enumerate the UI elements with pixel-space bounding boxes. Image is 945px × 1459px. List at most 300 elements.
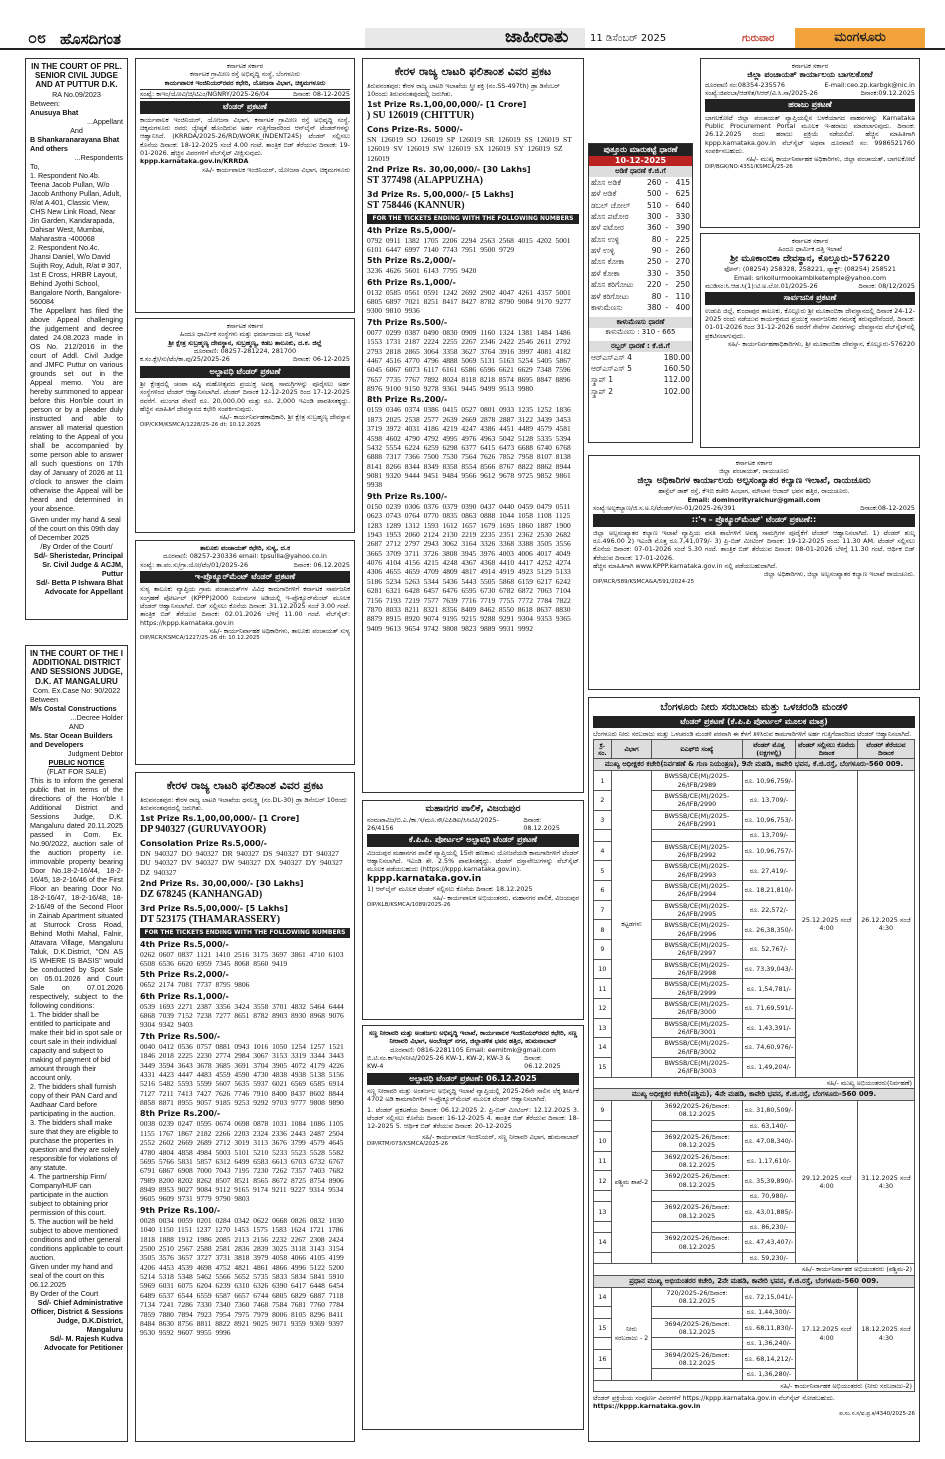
gov-label: ಕರ್ನಾಟಕ ಸರ್ಕಾರ [226, 322, 264, 330]
sign-cell: ಸಹಿ/- ಕಾರ್ಯನಿರ್ವಾಹಕ ಅಭಿಯಂತರರು (ಪಶ್ಚಿಮ-2) [594, 1264, 915, 1275]
amount-cell: ರೂ. 47,08,340/- [742, 1132, 796, 1152]
amount-cell: ರೂ. 1,17,610/- [742, 1151, 796, 1171]
endings-bar: FOR THE TICKETS ENDING WITH THE FOLLOWING NUMBERS [140, 928, 350, 938]
market-row [589, 268, 692, 279]
respondent-4c-label: 2. Respondent No.4c. [30, 242, 100, 252]
sign-row [594, 1077, 915, 1088]
sl-cell: 12 [594, 999, 612, 1019]
rubber-grade: ಸ್ಕ್ರಾಪ್ 2 [591, 386, 613, 396]
between-label: Between [30, 694, 58, 704]
prize-9-title: 9th Prize Rs.100/- [140, 1205, 221, 1215]
rubber-price: 160.50 [663, 363, 690, 373]
gov-label: ಕರ್ನಾಟಕ ಸರ್ಕಾರ [735, 459, 773, 467]
tender-url[interactable]: ಹೆಚ್ಚಿನ ಮಾಹಿತಿಗಾಗಿ www.KPPP.karnataka.gov.in ನಲ್ಲಿ ಪಡೆಯಬಹುದಾಗಿದೆ. [593, 562, 778, 571]
sign-row [594, 1380, 915, 1391]
price-sep: - [665, 291, 669, 301]
ifb-cell: 3692/2025-26/ದಿನಾಂಕ: 08.12.2025 [652, 1151, 742, 1171]
ifb-cell: BWSSB/CE(M)/2025-26/IFB/3003 [652, 1057, 742, 1077]
sl-cell: 1 [594, 771, 612, 791]
ref-date: ದಿನಾಂಕ: 08.12.2025 [523, 815, 560, 833]
ref-number: ಮುಡಿಸಂ:ಸಿ.ಆಡ.ಸಿ(1):ಟಿ.ಅ.ಲೋ.01/2025-26 [705, 282, 818, 290]
case-number: Com. Ex.Case No: 90/2022 [32, 685, 121, 695]
sign-cell: ಸಹಿ/- ಮುಖ್ಯ ಅಭಿಯಂತರರು(ನಿರ್ವಹಣೆ) [594, 1077, 915, 1088]
tender-url[interactable]: kppp.karnataka.gov.in/KRRDA [140, 157, 249, 166]
ifb-cell: 3692/2025-26/ದಿನಾಂಕ: 08.12.2025 [652, 1233, 742, 1253]
tender-intro: ಬೆಂಗಳೂರು ನೀರು ಸರಬರಾಜು ಮತ್ತು ಒಳಚರಂಡಿ ಮಂಡಳಿ ಪರವಾಗಿ ಈ ಕೆಳಗೆ ತಿಳಿಸಿರುವ ಕಾಮಗಾರಿಗಳಿಗೆ ಅರ್ಹ ಗುತ್ತಿಗೆದಾರರಿಂದ ಟೆಂಡರ್ ಆಹ್ವಾನಿಸಲಾಗಿದೆ. [593, 730, 912, 739]
sullia-tp-tender [135, 540, 355, 765]
consolation-title: Cons Prize-Rs. 5000/- [367, 124, 463, 134]
prize-3-number: DT 523175 (THAMARASSERY) [140, 913, 281, 925]
amount-cell: ರೂ. 1,36,240/- [742, 1338, 796, 1349]
email[interactable]: Email: dominorityraichur@gmail.com [687, 495, 821, 504]
bwssb-tender-table [593, 739, 915, 1392]
prize-8-numbers: 0159 0346 0374 0386 0415 0527 0801 0933 1235 1252 1836 1873 2025 2538 2577 2639 2669 2878 2887 3122 3439 3453 3719 3972 4031 4186 4219 4247 4386 4451 4489 4579 4581 4598 4602 4790 4792 4995 4976 4963 5042 5128 5335 5394 5432 5554 6224 6259 6298 6377 6415 6473 6688 6740 6768 6888 7317 7366 7500 7530 7564 7626 7852 7958 8107 8138 8141 8266 8344 8349 8358 8554 8566 8767 8822 8862 8944 9081 9320 9444 9451 9484 9566 9612 9678 9725 9852 9861 9938 [367, 405, 571, 490]
sl-cell [594, 1338, 612, 1349]
tender-url[interactable]: https://kppp.karnataka.gov.in [593, 1402, 701, 1411]
ifb-cell: BWSSB/CE(M)/2025-26/IFB/2992 [652, 841, 742, 861]
ref-number: ನಂಮಪಾವಿಜ/ಬಿ.ಎ./ಕಾ.ಇ/ಮೂ.ಸೌ/ಎಪಿಡಿಐ/ಸಿಸಿಟಿವಿ/2025-26/4156 [367, 815, 499, 833]
amount-cell: ರೂ. 10,96,759/- [742, 771, 796, 791]
market-row [589, 234, 692, 245]
prize-5-numbers: 0652 2174 7081 7737 8795 9806 [140, 980, 250, 990]
to-label: To, [30, 161, 40, 171]
signature: ಸಹಿ/- ಕಾರ್ಯಪಾಲಕ ಇಂಜಿನಿಯರ್, ಯೋಜನಾ ವಿಭಾಗ, ಚಿಕ್ಕಮಗಳೂರು [202, 165, 350, 174]
dept-name: ಜಿಲ್ಲಾ ಪಂಚಾಯತ್, ರಾಯಚೂರು [719, 467, 789, 476]
issue-date: 11 ಡಿಸೆಂಬರ್ 2025 [590, 33, 667, 44]
price-high: 330 [675, 211, 690, 221]
amount-cell: ರೂ. 10,96,757/- [742, 841, 796, 861]
notice-body: ಉಡುಪಿ ಜಿಲ್ಲೆ, ಕುಂದಾಪುರ ತಾಲೂಕು, ಕೊಲ್ಲೂರು ಶ್ರೀ ಮೂಕಾಂಬಿಕಾ ದೇವಸ್ಥಾನದಲ್ಲಿ ದಿನಾಂಕ 24-12-2025 ರಂದು ನಡೆಯುವ ಕಾರ್ಯಕ್ರಮದ ಪ್ರಯುಕ್ತ ಸಾರ್ವಜನಿಕರ ಗಮನಕ್ಕೆ ತರುವುದೇನೆಂದರೆ, ದಿನಾಂಕ: 01-01-2026 ರಿಂದ 31-12-2026 ರವರೆಗೆ ಸೇವೆಗಳ ವಿವರಗಳನ್ನು ದೇವಸ್ಥಾನದ ವೆಬ್‌ಸೈಟ್‌ನಲ್ಲಿ ಪ್ರಕಟಿಸಲಾಗುವುದು. [705, 306, 915, 340]
commodity-name: ಹಳೆ ಪಟೋರ [591, 223, 624, 233]
open-date-cell: 18.12.2025 ಸಂಜೆ 4:30 [857, 1287, 914, 1380]
puttur-market-rates [588, 143, 693, 443]
last-date: 1) ಆನ್‌ಲೈನ್ ಮೂಲಕ ಟೆಂಡರ್ ಸಲ್ಲಿಸಲು ಕೊನೆಯ ದಿನಾಂಕ: 18.12.2025 [367, 885, 533, 894]
market-row [589, 200, 692, 211]
ifb-cell: BWSSB/CE(M)/2025-26/IFB/2998 [652, 959, 742, 979]
prize-7-numbers: 0077 0299 0387 0490 0830 0909 1160 1324 1381 1484 1486 1553 1731 2187 2224 2255 2267 2346 2422 2546 2611 2792 2793 2818 2865 3064 3358 3627 3764 3916 3997 4081 4182 4467 4516 4770 4796 4888 5069 5131 5163 5254 5405 5867 6045 6067 6073 6117 6161 6586 6596 6621 6629 7348 7596 7657 7735 7767 7892 8024 8118 8218 8574 8695 8847 8896 8976 9100 9150 9278 9361 9445 9499 9513 9980 [367, 327, 571, 394]
gov-label: ಕರ್ನಾಟಕ ಸರ್ಕಾರ [791, 62, 829, 70]
vijayapura-mnc-tender [362, 800, 584, 1020]
sl-cell [594, 830, 612, 841]
gov-label: ಕರ್ನಾಟಕ ಸರ್ಕಾರ [226, 62, 264, 70]
signature-advocate: Sd/- Betta P Ishwara Bhat Advocate for Appellant [36, 577, 123, 596]
price-low: 220 [646, 280, 662, 290]
dept-name: ಹಿಂದೂ ಧಾರ್ಮಿಕ ಸಂಸ್ಥೆಗಳು ಮತ್ತು ಧರ್ಮಾದಾಯ ದತ್ತಿ ಇಲಾಖೆ [179, 330, 311, 339]
ifb-cell: BWSSB/CE(M)/2025-26/IFB/3000 [652, 999, 742, 1019]
amount-cell: ರೂ. 1,36,280/- [742, 1369, 796, 1380]
prize-7-title: 7th Prize Rs.500/- [140, 1031, 221, 1041]
section-row [594, 1275, 915, 1287]
ifb-cell: BWSSB/CE(M)/2025-26/IFB/3001 [652, 1018, 742, 1038]
prize-3-number: ST 758446 (KANNUR) [367, 199, 465, 211]
prize-6-numbers: 0539 1693 2271 2387 3356 3424 3558 3701 4832 5464 6444 6868 7039 7152 7238 7277 8651 8782 8903 8930 8968 9076 9304 9342 9403 [140, 1001, 344, 1030]
page-number: ೦೮ [28, 28, 46, 47]
prize-2-title: 2nd Prize Rs. 30,00,000/- [30 Lakhs] [367, 165, 531, 175]
price-high: 390 [675, 223, 690, 233]
krrda-tender [135, 58, 355, 313]
sl-cell [594, 1307, 612, 1318]
ifb-cell [652, 1252, 742, 1263]
ifb-cell: BWSSB/CE(M)/2025-26/IFB/2990 [652, 791, 742, 811]
amount-cell: ರೂ. 86,230/- [742, 1222, 796, 1233]
office-name: ಕಾರ್ಯಪಾಲಕ ಇಂಜಿನಿಯರ್‌ರವರ ಕಛೇರಿ, ಯೋಜನಾ ವಿಭಾಗ, ಚಿಕ್ಕಮಗಳೂರು [164, 78, 326, 87]
section-title: ಜಾಹೀರಾತು [505, 27, 569, 47]
rubber-price-table [589, 352, 692, 398]
table-row [594, 771, 915, 791]
phone: ದೂರವಾಣಿ: 08257-281224, 281700 [193, 346, 297, 355]
amount-cell: ರೂ. 43,01,885/- [742, 1202, 796, 1222]
table-header-cell: ಕ್ರ. ಸಂ. [594, 739, 612, 759]
ref-number: ಬಿ.ಟಿ.ಸಂ.ಕಾಇಂ/ಸನೀವಿ/2025-26 KW-1, KW-2, KW-3 & KW-4 [367, 1053, 511, 1071]
price-high: 110 [675, 291, 690, 301]
section-row [594, 759, 915, 771]
section-title: ಮುಖ್ಯ ಅಧೀಕ್ಷಕರ ಕಚೇರಿ(ಪಶ್ಚಿಮ), 4ನೇ ಮಹಡಿ, ಕಾವೇರಿ ಭವನ, ಕೆ.ಜಿ.ರಸ್ತೆ, ಬೆಂಗಳೂರು-560 009. [594, 1088, 915, 1100]
table-row [594, 1101, 915, 1121]
sl-cell: 14 [594, 1287, 612, 1307]
table-header-cell: ಟೆಂಡರ್ ಸಲ್ಲಿಸಲು ಕೊನೆಯ ದಿನಾಂಕ [796, 739, 858, 759]
ifb-cell: BWSSB/CE(M)/2025-26/IFB/2989 [652, 771, 742, 791]
price-low: 330 [646, 268, 662, 278]
prize-8-title: 8th Prize Rs.200/- [367, 395, 448, 405]
auction-title: ಹರಾಜು ಪ್ರಕಟಣೆ [705, 99, 915, 111]
office-name: ತಾಲೂಕು ಪಂಚಾಯತ್ ಕಛೇರಿ, ಸುಳ್ಯ, ದ.ಕ [199, 544, 291, 552]
ifb-cell [652, 1191, 742, 1202]
commodity-name: ಹೊಸ ಕೋಕಾ [591, 257, 625, 267]
sl-cell: 11 [594, 979, 612, 999]
condition-1: 1. The bidder shall be entitled to participate and make their bid in spot sale or court sale in their individual capacity and subject to making of payment of bid amount through their account only. [30, 1009, 122, 1082]
amount-cell: ರೂ. 70,980/- [742, 1191, 796, 1202]
signature: ಸಹಿ/- ಮುಖ್ಯ ಕಾರ್ಯನಿರ್ವಾಹಕ ಅಧಿಕಾರಿಗಳು, ಜಿಲ್ಲಾ ಪಂಚಾಯತ್, ಬಾಗಲಕೋಟೆ [746, 155, 915, 164]
market-row [589, 279, 692, 290]
price-low: 260 [646, 177, 662, 187]
prize-5-title: 5th Prize Rs.2,000/- [367, 256, 456, 266]
web-email[interactable]: Email: srikollurmookambiketemple@yahoo.com [733, 273, 887, 282]
amount-cell: ರೂ. 72,15,041/- [742, 1287, 796, 1307]
sl-cell: 8 [594, 920, 612, 940]
sl-cell: 6 [594, 881, 612, 901]
prize-1-title: 1st Prize Rs.1,00,00,000/- [1 Crore] [367, 100, 527, 110]
prize-5-title: 5th Prize Rs.2,000/- [140, 970, 229, 980]
market-row [589, 177, 692, 188]
ref-date: ದಿನಾಂಕ: 06.12.2025 [524, 1053, 561, 1071]
market-row [589, 211, 692, 222]
ifb-cell [652, 1369, 742, 1380]
table-header-row [594, 739, 915, 759]
footer-note: ಟೆಂಡರ್ ಪ್ರಕ್ರಿಯೆಯ ಸಂಪೂರ್ಣ ವಿವರಗಳಿಗೆ https://kppp.karnataka.gov.in ವೆಬ್‌ಸೈಟ್ ನೋಡಬಹುದು. [593, 1394, 835, 1403]
tender-title: ::'ಇ – ಪ್ರೊಕ್ಯೂರ್‌ಮೆಂಟ್' ಟೆಂಡರ್ ಪ್ರಕಟಣೆ:: [593, 514, 915, 526]
dip-ref: DIP/RCR/589/KSMCA&A/591/2024-25 [593, 578, 695, 585]
lottery-draw-info: ತಿರುವನಂತಪುರ: ಕೇರಳ ರಾಜ್ಯ ಲಾಟರಿ ಇಲಾಖೆಯ ಸ್ತ್ರೀ ಶಕ್ತಿ (ನಂ.SS-497th) ಡ್ರಾ ಡಿಸೆಂಬರ್ 10ರಂದು ತಿರುವನಂತಪುರದಲ್ಲಿ ಜರುಗಿತು. [367, 81, 560, 99]
tender-title: ಅಲ್ಪಾವಧಿ ಟೆಂಡರ್ ಪ್ರಕಟಣೆ: 06.12.2025 [367, 1073, 579, 1085]
section-row [594, 1088, 915, 1100]
office-address: ಹಾಸ್ಟೆಲ್ ಡಾಕ್ ರಸ್ತೆ, ಕೆಇಬಿ ಕಚೇರಿ ಹಿಂಭಾಗ, ಮೌಲಾನ ಆಜಾದ್ ಭವನ ಹತ್ತಿರ, ರಾಯಚೂರು. [658, 487, 850, 496]
ifb-cell: 3694/2025-26/ದಿನಾಂಕ: 08.12.2025 [652, 1318, 742, 1338]
table-header-cell: ಟೆಂಡರ್ ಮೊತ್ತ (ಲಕ್ಷಗಳಲ್ಲಿ) [742, 739, 796, 759]
office-name: ಶ್ರೀ ಕ್ಷೇತ್ರ ಸುಬ್ರಹ್ಮಣ್ಯ ದೇವಸ್ಥಾನ, ಸುಬ್ರಹ್ಮಣ್ಯ, ಕಡಬ ತಾಲೂಕು, ದ.ಕ. ಜಿಲ್ಲೆ [168, 338, 322, 347]
amount-cell: ರೂ. 71,69,591/- [742, 999, 796, 1019]
and-label: And [70, 125, 83, 135]
amount-cell: ರೂ. 10,96,753/- [742, 810, 796, 830]
last-date-cell: 25.12.2025 ಸಂಜೆ 4:00 [796, 771, 858, 1077]
amount-cell: ರೂ. 13,709/- [742, 830, 796, 841]
public-notice-title: PUBLIC NOTICE [48, 757, 105, 767]
amount-cell: ರೂ. 68,14,212/- [742, 1349, 796, 1369]
prize-3-title: 3rd Prize Rs.5,00,000/- [5 Lakhs] [140, 903, 288, 913]
sl-cell: 13 [594, 1018, 612, 1038]
appellant-role: ...Appellant [87, 116, 123, 126]
notice-body: The Appellant has filed the above Appeal challenging the judgement and decree dated 24.08.2023 made in OS No. 212/2016 in the court of Addl. Civil Judge and JMFC Puttur on various grounds set out in the Appeal memo. You are hereby summoned to appear before this Hon'ble court in person or by a pleader duly instructed and able to answer all material question relating to the Appeal of you shall be accompanied by some person able to answer all such questions on 17th day of January of 2026 at 11 o'clock to answer the claim otherwise the Appeal will be heard and determined in your absence. [30, 305, 123, 513]
price-sep: - [665, 177, 669, 187]
amount-cell: ರೂ. 31,80,509/- [742, 1101, 796, 1121]
section-title: ಮುಖ್ಯ ಅಧೀಕ್ಷಕರ ಕಚೇರಿ(ನಿರ್ವಹಣೆ & ಗುಣ ನಿಯಂತ್ರಣ), 9ನೇ ಮಹಡಿ, ಕಾವೇರಿ ಭವನ, ಕೆ.ಜಿ.ರಸ್ತೆ, ಬೆಂಗಳೂರು-560 009. [594, 759, 915, 771]
ifb-cell: BWSSB/CE(M)/2025-26/IFB/3002 [652, 1038, 742, 1058]
notice-title: ಸಾರ್ವಜನಿಕ ಪ್ರಕಟಣೆ [705, 292, 915, 304]
condition-3: 3. The bidders shall make sure that they are eligible to purchase the properties in question and they are solely responsible for violations of any statute. [30, 1117, 120, 1172]
prize-6-title: 6th Prize Rs.1,000/- [367, 277, 456, 287]
price-high: 260 [675, 246, 690, 255]
phone-email: ದೂರವಾಣಿ: 0816-2281105 Email: eemitmk@gmail.com [390, 1045, 556, 1054]
price-high: 640 [675, 200, 690, 210]
ifb-cell [652, 1222, 742, 1233]
signature: ಸಹಿ/- ಕಾರ್ಯನಿರ್ವಹಣಾಧಿಕಾರಿಗಳು, ಶ್ರೀ ಮೂಕಾಂಬಿಕಾ ದೇವಸ್ಥಾನ, ಕೊಲ್ಲೂರು-576220 [727, 340, 915, 349]
ref-date: ದಿನಾಂಕ: 06-12-2025 [293, 355, 350, 364]
price-low: 90 [651, 246, 662, 255]
commodity-name: ಹಳೆ ಉಳ್ಳಿ [591, 246, 615, 255]
signature: ಸಹಿ/- ಕಾರ್ಯನಿರ್ವಹಣಾಧಿಕಾರಿ, ಶ್ರೀ ಕ್ಷೇತ್ರ ಸುಬ್ರಹ್ಮಣ್ಯ ದೇವಸ್ಥಾನ [219, 413, 350, 422]
table-header-cell: ಐಎಫ್‌ಬಿ ಸಂಖ್ಯೆ [652, 739, 742, 759]
subrahmanya-temple-tender [135, 318, 355, 533]
price-sep: - [665, 257, 669, 267]
market-row [589, 222, 692, 233]
commodity-name: ಕಾಳುಮೆಣಸು [591, 302, 623, 312]
market-date: 10-12-2025 [589, 156, 692, 166]
prize-7-title: 7th Prize Rs.500/- [367, 317, 448, 327]
raichur-minority-tender [588, 455, 920, 690]
tender-body: ಶ್ರೀ ಕ್ಷೇತ್ರದಲ್ಲಿ ಚಂಪಾ ಷಷ್ಠಿ ಮಹೋತ್ಸವದ ಪ್ರಯುಕ್ತ ಅವಶ್ಯ ಸಾಮಗ್ರಿಗಳನ್ನು ಪೂರೈಸಲು ಅರ್ಹ ಸಂಸ್ಥೆಗಳಿಂದ ಟೆಂಡರ್ ಆಹ್ವಾನಿಸಲಾಗಿದೆ. ಟೆಂಡರ್ ದಿನಾಂಕ 12-12-2025 ರಿಂದ 17-12-2025 ರವರೆಗೆ. ಮುಂಗಡ ಠೇವಣಿ ರೂ. 20,000.00 ಮತ್ತು ರೂ. 2,000 ಇಎಂಡಿ ಪಾವತಿಸತಕ್ಕದ್ದು. ಹೆಚ್ಚಿನ ಮಾಹಿತಿಗೆ ದೇವಸ್ಥಾನದ ಕಛೇರಿ ಸಂಪರ್ಕಿಸುವುದು. [140, 380, 350, 414]
tender-title: ಕೆ.ಪಿ.ಪಿ. ಪೋರ್ಟಲ್ ಅಲ್ಪಾವಧಿ ಟೆಂಡರ್ ಪ್ರಕಟಣೆ [367, 834, 579, 846]
price-high: 350 [675, 268, 690, 278]
ref-date: ದಿನಾಂಕ:09.12.2025 [860, 89, 915, 98]
commodity-name: ಹಳೆ ಕೋಕಾ [591, 268, 620, 278]
market-row [589, 302, 692, 313]
given-under-hand: Given under my hand & seal of the court on this 09th day of December 2025 [30, 514, 121, 542]
sign-cell: ಸಹಿ/- ಕಾರ್ಯನಿರ್ವಾಹಕ ಅಭಿಯಂತರರು (ನೀರು ಸರಬರಾಜು-2) [594, 1380, 915, 1391]
email[interactable]: E-mail:ceo.zp.karbgk@nic.in [824, 80, 915, 89]
decree-holder-role: ...Decree Holder [70, 712, 123, 722]
ref-number: ಸಂಖ್ಯೆ:ಜಿಪಂಬಾ/ಆಡಳಿತ/ಸಿಆರ್/ವಿ.ಸಿ.ಸಾ/2025-26 [705, 89, 818, 98]
ref-number: ಕ.ಸಂ.ಕ್ಷೇ/ಸು/ಟೆಂ/ಕಾ.ಪು/25/2025-26 [140, 355, 230, 364]
prize-4-title: 4th Prize Rs.5,000/- [367, 225, 456, 235]
rubber-title: ರಬ್ಬರ್ ಧಾರಣೆ : ಕೆ.ಜಿ.ಗೆ [589, 341, 692, 352]
tender-title: ಟೆಂಡರ್ ಪ್ರಕಟಣೆ (ಕೆ.ಪಿ.ಪಿ ಪೋರ್ಟಲ್ ಮೂಲಕ ಮಾತ್ರ) [593, 716, 915, 728]
between-label: Between: [30, 98, 60, 108]
sl-cell: 11 [594, 1151, 612, 1171]
consolation-title: Consolation Prize Rs.5,000/- [140, 838, 267, 848]
price-sep: - [665, 189, 669, 199]
amount-cell: ರೂ. 59,230/- [742, 1252, 796, 1263]
commodity-name: ಹೊಸ ಉಳ್ಳಿ [591, 234, 620, 244]
amount-cell: ರೂ. 26,38,350/- [742, 920, 796, 940]
signature: ಸಹಿ/- ಕಾರ್ಯನಿರ್ವಾಹಕ ಅಧಿಕಾರಿಗಳು, ತಾಲೂಕು ಪಂಚಾಯತ್ ಸುಳ್ಯ [209, 627, 350, 636]
sl-cell: 9 [594, 1101, 612, 1121]
dept-cell: ಕಟ್ಟಡಗಳು [611, 771, 651, 1077]
sl-cell [594, 1191, 612, 1202]
prize-8-title: 8th Prize Rs.200/- [140, 1109, 221, 1119]
sl-cell: 13 [594, 1202, 612, 1222]
condition-5: 5. The auction will be held subject to above mentioned conditions and other general conditions applicable to court auction. [30, 1216, 123, 1262]
rubber-row [589, 374, 692, 385]
price-sep: - [665, 268, 669, 278]
kerala-lottery-dl30 [135, 772, 355, 1442]
given-under-hand: Given under my hand and seal of the court on this 06.12.2025 [30, 1261, 113, 1289]
ifb-cell: BWSSB/CE(M)/2025-26/IFB/2996 [652, 920, 742, 940]
market-row [589, 256, 692, 267]
pepper-rate: ಕಾಳುಮೆಣಸು : 310 - 665 [605, 328, 676, 336]
respondent-4c-address: Jhansi Daniel, W/o David Sujith Roy, Adult, R/at # 307, 1st E Cross, HRBR Layout, Behind Jyothi School, Bangalore North, Bangalore-560084 [30, 251, 122, 306]
signature-advocate: Sd/- M. Rajesh Kudva Advocate for Petitioner [43, 1333, 123, 1352]
price-sep: - [665, 200, 669, 210]
decree-holder-name: M/s Costal Constructions [30, 703, 117, 713]
prize-2-number: DZ 678245 (KANHANGAD) [140, 889, 263, 901]
sign-row [594, 1264, 915, 1275]
sl-cell: 3 [594, 810, 612, 830]
condition-2: 2. The bidders shall furnish copy of their PAN Card and Aadhaar Card before participating in the auction. [30, 1081, 117, 1118]
tender-body: ವಿಜಯಪುರ ಮಹಾನಗರ ಪಾಲಿಕೆ ವ್ಯಾಪ್ತಿಯಲ್ಲಿ 15ನೇ ಹಣಕಾಸು ಯೋಜನೆಯಡಿ ಕಾಮಗಾರಿಗಳಿಗೆ ಟೆಂಡರ್ ಆಹ್ವಾನಿಸಲಾಗಿದೆ. ಇಎಂಡಿ ಶೇ. 2.5% ಪಾವತಿಸತಕ್ಕದ್ದು. ಟೆಂಡರ್ ದಸ್ತಾವೇಜುಗಳನ್ನು ವೆಬ್‌ಸೈಟ್ ಮೂಲಕ ಪಡೆಯಬಹುದು (https://kppp.karnataka.gov.in). [367, 848, 579, 874]
commodity-name: ಹೊಸ ಕರಿಗೋಟು [591, 280, 634, 290]
appellant-name: Anusuya Bhat [30, 107, 79, 117]
price-sep: - [665, 280, 669, 290]
pepper-title: ಕಾಳುಮೆಣಸು ಧಾರಣೆ [589, 317, 692, 328]
prize-5-numbers: 3236 4626 5601 6143 7795 9420 [367, 266, 477, 276]
ref-date: ದಿನಾಂಕ: 08-12-2025 [293, 89, 350, 98]
price-low: 300 [646, 211, 662, 221]
tender-body: ಕಾರ್ಯಪಾಲಕ ಇಂಜಿನಿಯರ್, ಯೋಜನಾ ವಿಭಾಗ, ಕರ್ನಾಟಕ ಗ್ರಾಮೀಣ ರಸ್ತೆ ಅಭಿವೃದ್ಧಿ ಸಂಸ್ಥೆ, ಚಿಕ್ಕಮಗಳೂರು ರವರು ಜ್ಯೇಷ್ಠತೆ ಹೊಂದಿರುವ ಅರ್ಹ ಗುತ್ತಿಗೆದಾರರಿಂದ ಆನ್‌ಲೈನ್ ಟೆಂಡರ್‌ಗಳನ್ನು ಆಹ್ವಾನಿಸಿದೆ. (KRRDA/2025-26/RD/WORK_INDENT245) ಟೆಂಡರ್ ಸಲ್ಲಿಸಲು ಕೊನೆಯ ದಿನಾಂಕ: 18-12-2025 ಸಂಜೆ 4.00 ಗಂಟೆ. ತಾಂತ್ರಿಕ ಬಿಡ್ ತೆರೆಯುವ ದಿನಾಂಕ: 19-01-2026. ಹೆಚ್ಚಿನ ವಿವರಗಳಿಗೆ ವೆಬ್‌ಸೈಟ್ ವೀಕ್ಷಿಸುವುದು. [140, 115, 350, 158]
market-row [589, 188, 692, 199]
respondent-role: ...Respondents [74, 152, 123, 162]
ifb-cell [652, 1338, 742, 1349]
issue-day: ಗುರುವಾರ [742, 33, 775, 44]
rubber-row [589, 363, 692, 374]
ifb-cell: 3692/2025-26/ದಿನಾಂಕ: 08.12.2025 [652, 1101, 742, 1121]
amount-cell: ರೂ. 1,44,300/- [742, 1307, 796, 1318]
market-subtitle: ಅಡಿಕೆ ಧಾರಣೆ ಕೆ.ಜಿ.ಗೆ [589, 166, 692, 177]
sl-cell [594, 1222, 612, 1233]
sl-cell: 5 [594, 861, 612, 881]
bwssb-title: ಬೆಂಗಳೂರು ನೀರು ಸರಬರಾಜು ಮತ್ತು ಒಳಚರಂಡಿ ಮಂಡಳಿ [660, 702, 848, 713]
tender-schedule: 1. ಟೆಂಡರ್ ಪ್ರಕಟಣೆಯ ದಿನಾಂಕ: 06.12.2025 2. ಪ್ರಿ-ಬಿಡ್ ಮೀಟಿಂಗ್: 12.12.2025 3. ಟೆಂಡರ್ ಸಲ್ಲಿಸಲು ಕೊನೆಯ ದಿನಾಂಕ: 16-12-2025 4. ತಾಂತ್ರಿಕ ಬಿಡ್ ತೆರೆಯುವ ದಿನಾಂಕ: 18-12-2025 5. ಆರ್ಥಿಕ ಬಿಡ್ ತೆರೆಯುವ ದಿನಾಂಕ: 20-12-2025 [367, 1105, 579, 1131]
amount-cell: ರೂ. 74,60,976/- [742, 1038, 796, 1058]
prize-1-number: ) SU 126019 (CHITTUR) [367, 110, 474, 122]
prize-6-title: 6th Prize Rs.1,000/- [140, 991, 229, 1001]
consolation-numbers: DN 940327 DO 940327 DR 940327 DS 940327 DT 940327 DU 940327 DV 940327 DW 940327 DX 940327 DY 940327 DZ 940327 [140, 848, 343, 877]
rubber-grade: ಆರ್‌ಎಸ್‌ಎಸ್ 5 [591, 363, 632, 373]
ifb-cell: 3694/2025-26/ದಿನಾಂಕ: 08.12.2025 [652, 1349, 742, 1369]
table-header-cell: ವಿಭಾಗ [611, 739, 651, 759]
respondent-name: B Shankaranarayana Bhat And others [30, 134, 120, 153]
mnc-title: ಮಹಾನಗರ ಪಾಲಿಕೆ, ವಿಜಯಪುರ [425, 804, 521, 814]
open-date-cell: 26.12.2025 ಸಂಜೆ 4:30 [857, 771, 914, 1077]
signature-sheristedar: Sd/- Sheristedar, Principal Sr. Civil Judge & ACJM, Puttur [33, 550, 123, 578]
court-notice-mangaluru [25, 645, 128, 1442]
tender-body: ಸುಳ್ಯ ತಾಲೂಕು ವ್ಯಾಪ್ತಿಯ ಗ್ರಾಮ ಪಂಚಾಯತ್‌ಗಳ ವಿವಿಧ ಕಾಮಗಾರಿಗಳಿಗೆ ಕರ್ನಾಟಕ ಸಾರ್ವಜನಿಕ ಸಂಗ್ರಹಣೆ ಪೋರ್ಟಲ್ (KPPP)2000 ನಿಯಮಗಳ ಅಡಿಯಲ್ಲಿ ಇ-ಪ್ರೊಕ್ಯೂರ್‌ಮೆಂಟ್ ಮೂಲಕ ಟೆಂಡರ್ ಆಹ್ವಾನಿಸಲಾಗಿದೆ. ಬಿಡ್ ಸಲ್ಲಿಸಲು ಕೊನೆಯ ದಿನಾಂಕ: 31.12.2025 ಸಂಜೆ 3.00 ಗಂಟೆ. ತಾಂತ್ರಿಕ ಬಿಡ್ ತೆರೆಯುವ ದಿನಾಂಕ: 02.01.2026 ಬೆಳಿಗ್ಗೆ 11.00 ಗಂಟೆ. ವೆಬ್‌ಸೈಟ್: https://kppp.karnataka.gov.in [140, 585, 350, 627]
tender-title: ಟೆಂಡರ್ ಪ್ರಕಟಣೆ [140, 101, 350, 113]
dept-name: ಹಿಂದೂ ಧಾರ್ಮಿಕ ದತ್ತಿ ಇಲಾಖೆ [778, 245, 842, 254]
prize-7-numbers: 0040 0412 0536 0757 0881 0943 1016 1050 1254 1257 1521 1846 2018 2225 2230 2774 2984 3067 3153 3319 3344 3443 3449 3594 3643 3678 3685 3691 3704 3905 4072 4179 4226 4331 4423 4447 4483 4559 4590 4730 4838 4938 5138 5156 5216 5482 5593 5599 5607 5635 5937 6021 6569 6585 6914 7127 7211 7413 7427 7626 7746 7910 8400 8437 8602 8844 8858 8871 8955 9057 9185 9253 9292 9703 9777 9808 9890 [140, 1041, 344, 1108]
prize-2-number: ST 377498 (ALAPPUZHA) [367, 175, 483, 187]
ifb-cell: 3692/2025-26/ದಿನಾಂಕ: 08.12.2025 [652, 1132, 742, 1152]
ifb-cell: BWSSB/CE(M)/2025-26/IFB/2997 [652, 940, 742, 960]
ifb-cell: BWSSB/CE(M)/2025-26/IFB/2995 [652, 900, 742, 920]
price-high: 270 [675, 257, 690, 267]
phone: ದೂರವಾಣಿ: 08257-230336 email: tpsullia@yahoo.co.in [163, 552, 327, 561]
sl-cell: 4 [594, 841, 612, 861]
condition-4: 4. The partnership Firm/ Company/HUF can participate in the auction subject to obtaining prior permission of this court. [30, 1171, 109, 1217]
kerala-lottery-ss497 [362, 58, 584, 793]
amount-cell: ರೂ. 68,11,830/- [742, 1318, 796, 1338]
tender-title: ಇ-ಪ್ರೊಕ್ಯೂರ್‌ಮೆಂಟ್ ಟೆಂಡರ್ ಪ್ರಕಟಣೆ [140, 571, 350, 583]
office-name: ಜಿಲ್ಲಾ ಅಧಿಕಾರಿಗಳ ಕಾರ್ಯಾಲಯ ಅಲ್ಪಸಂಖ್ಯಾತರ ಕಲ್ಯಾಣ ಇಲಾಖೆ, ರಾಯಚೂರು [637, 475, 871, 486]
ref-date: ದಿನಾಂಕ: 06.12.2025 [293, 560, 350, 569]
gov-label: ಕರ್ನಾಟಕ ಸರ್ಕಾರ [791, 237, 829, 245]
prize-4-title: 4th Prize Rs.5,000/- [140, 939, 229, 949]
section-title: ಪ್ರಧಾನ ಮುಖ್ಯ ಅಭಿಯಂತರರ ಕಚೇರಿ, 2ನೇ ಮಹಡಿ, ಕಾವೇರಿ ಭವನ, ಕೆ.ಜಿ.ರಸ್ತೆ, ಬೆಂಗಳೂರು-560 009. [594, 1275, 915, 1287]
office-name: ಜಿಲ್ಲಾ ಪಂಚಾಯತ್ ಕಾರ್ಯಾಲಯ ಬಾಗಲಕೋಟೆ [747, 70, 873, 80]
ref-number: ಸಂಖ್ಯೆ:ಅಲ್ಪಕಲ್ಯಾಣ/ಜಿ.ಸ.ಅ.ನಿ/ಟೆಂಡರ್/ನಂ-01/2025-26/391 [593, 504, 736, 512]
last-date-cell: 29.12.2025 ಸಂಜೆ 4:00 [796, 1101, 858, 1264]
amount-cell: ರೂ. 1,54,781/- [742, 979, 796, 999]
amount-cell: ರೂ. 47,43,407/- [742, 1233, 796, 1253]
page-header [0, 0, 945, 50]
ref-number: ಸಂಖ್ಯೆ: ಕಾಇಂ/ಯೋವಿ/ಚಿ/ಟಿಎಂ/NGNRY/2025-26/04 [140, 89, 270, 98]
price-high: 250 [675, 280, 690, 290]
minor-irrigation-tender [362, 1025, 584, 1430]
price-low: 250 [646, 257, 662, 267]
sl-cell: 15 [594, 1057, 612, 1077]
signature: ಸಹಿ/- ಕಾರ್ಯಪಾಲಕ ಇಂಜಿನಿಯರ್, ಸಣ್ಣ ನೀರಾವರಿ ವಿಭಾಗ, ಹುಮನಾಬಾದ್ [422, 1132, 579, 1141]
amount-cell: ರೂ. 22,572/- [742, 900, 796, 920]
ifb-cell: 3692/2025-26/ದಿನಾಂಕ: 08.12.2025 [652, 1202, 742, 1222]
ifb-cell: 720/2025-26/ದಿನಾಂಕ: 08.12.2025 [652, 1287, 742, 1307]
phone: ಫೋನ್: (08254) 258328, 258221, ಫ್ಯಾಕ್ಸ್: (08254) 258521 [724, 265, 896, 274]
prize-1-number: DP 940327 (GURUVAYOOR) [140, 824, 267, 836]
amount-cell: ರೂ. 1,49,204/- [742, 1057, 796, 1077]
court-name: IN THE COURT OF PRL. SENIOR CIVIL JUDGE AND AT PUTTUR D.K. [31, 62, 122, 90]
judgment-debtor-role: Judgment Debtor [67, 748, 123, 758]
commodity-name: ಹಳೆ ಅಡಿಕೆ [591, 189, 617, 199]
sl-cell [594, 1369, 612, 1380]
kollur-temple-notice [700, 233, 920, 448]
open-date-cell: 31.12.2025 ಸಂಜೆ 4:30 [857, 1101, 914, 1264]
ifb-cell: BWSSB/CE(M)/2025-26/IFB/2993 [652, 861, 742, 881]
ifb-cell: BWSSB/CE(M)/2025-26/IFB/2994 [652, 881, 742, 901]
flat-for-sale: (FLAT FOR SALE) [46, 766, 107, 776]
bwssb-tender [588, 697, 920, 1442]
tender-url[interactable]: kppp.karnataka.gov.in [367, 873, 482, 884]
price-sep: - [665, 234, 669, 244]
case-number: RA No.09/2023 [52, 89, 101, 99]
and-label: AND [68, 721, 85, 731]
office-name: ಸಣ್ಣ ನೀರಾವರಿ ಮತ್ತು ಅಂತರ್ಜಲ ಅಭಿವೃದ್ಧಿ ಇಲಾಖೆ, ಕಾರ್ಯಪಾಲಕ ಇಂಜಿನಿಯರ್‌ರವರ ಕಛೇರಿ, ಸಣ್ಣ ನೀರಾವರಿ ವಿಭಾಗ, ಅಂಬೇಡ್ಕರ್ ನಗರ, ಜಿಲ್ಲಾಡಳಿತ ಭವನ ಹತ್ತಿರ, ಹುಮನಾಬಾದ್ [368, 1029, 578, 1046]
commodity-name: ಡಬಲ್ ಚೋಲ್ [591, 200, 631, 210]
by-order: /By Order of the Court/ [40, 541, 113, 551]
amount-cell: ರೂ. 27,419/- [742, 861, 796, 881]
price-low: 510 [646, 200, 662, 210]
prize-2-title: 2nd Prize Rs. 30,00,000/- [30 Lakhs] [140, 879, 304, 889]
court-notice-puttur [25, 58, 128, 620]
table-header-cell: ಟೆಂಡರ್ ತೆರೆಯುವ ದಿನಾಂಕ [857, 739, 914, 759]
price-low: 380 [646, 302, 662, 312]
prize-8-numbers: 0038 0239 0247 0595 0674 0698 0878 1031 1084 1086 1105 1155 1767 1867 2182 2266 2203 2324 2336 2443 2487 2504 2552 2602 2669 2689 2712 3019 3113 3676 3799 4579 4645 4780 4804 4858 4984 5003 5101 5210 5233 5523 5528 5582 5695 5766 5831 5857 6312 6499 6583 6613 6703 6732 6767 6791 6867 6908 7000 7043 7195 7230 7262 7357 7403 7682 7989 8200 8202 8262 8507 8521 8565 8672 8725 8754 8906 8949 8953 9027 9084 9112 9165 9174 9211 9227 9314 9534 9605 9609 9731 9779 9790 9803 [140, 1119, 344, 1204]
